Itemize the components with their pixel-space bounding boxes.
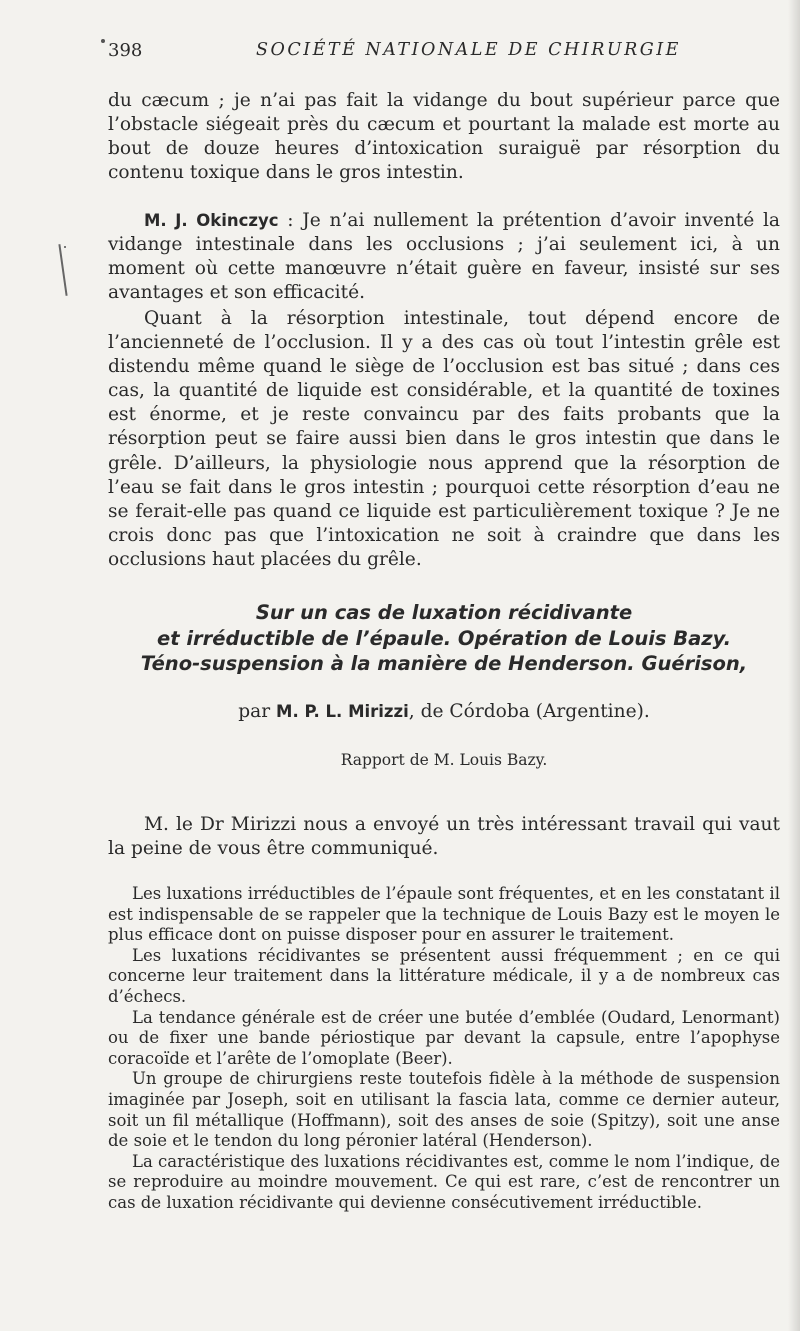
- report-line: Rapport de M. Louis Bazy.: [340, 751, 548, 769]
- paragraph-1: du cæcum ; je n’ai pas fait la vidange du bout supérieur parce que l’obstacle siégeait près du cæcum et pourtant la malade est morte au bout de douze heures d’intoxication suraiguë par résorption du contenu toxique dans le gros intestin.: [108, 90, 780, 184]
- running-head: SOCIÉTÉ NATIONALE DE CHIRURGIE: [256, 40, 681, 60]
- title-line-3: Téno-suspension à la manière de Henderson. Guérison,: [140, 652, 748, 675]
- speaker-name: M. J. Okinczyc: [144, 211, 279, 230]
- title-line-2: et irréductible de l’épaule. Opération de Louis Bazy.: [156, 626, 731, 650]
- paragraph-3: Quant à la résorption intestinale, tout dépend encore de l’ancienneté de l’occlusion. Il y a des cas où tout l’intestin grêle est distendu même quand le siège de l’occlusion est bas situé ; dans ces cas, la quantité de liquide est considérable, et la quantité de toxines est énorme, et je reste convaincu par des faits probants que la résorption peut se faire aussi bien dans le gros intestin que dans le grêle. D’ailleurs, la physiologie nous apprend que la résorption de l’eau se fait dans le gros intestin ; pourquoi cette résorption d’eau ne se ferait-elle pas quand ce liquide est particulièrement toxique ? Je ne crois donc pas que l’intoxication ne soit à craindre que dans les occlusions haut placées du grêle.: [108, 308, 780, 570]
- page-header: [108, 40, 770, 70]
- paragraph-2-text: : Je n’ai nullement la prétention d’avoir inventé la vidange intestinale dans les occlusions ; j’ai seulement ici, à un moment où cette manœuvre n’était guère en faveur, insisté sur ses avantages et son efficacité.: [108, 210, 780, 304]
- report-paragraph-2: Les luxations récidivantes se présentent aussi fréquemment ; en ce qui concerne leur traitement dans la littérature médicale, il y a de nombreux cas d’échecs.: [108, 945, 780, 1006]
- report-paragraph-5: La caractéristique des luxations récidivantes est, comme le nom l’indique, de se reproduire au moindre mouvement. Ce qui est rare, c’est de rencontrer un cas de luxation récidivante qui devienne consécutivement irréductible.: [108, 1151, 780, 1212]
- article-title: [108, 600, 780, 677]
- report-body: [108, 884, 780, 1214]
- author-name: M. P. L. Mirizzi: [276, 702, 409, 721]
- ink-dot: [101, 39, 105, 43]
- report-paragraph-4: Un groupe de chirurgiens reste toutefois fidèle à la méthode de suspension imaginée par Joseph, soit en utilisant la fascia lata, comme ce dernier auteur, soit un fil métallique (Hoffmann), soit des anses de soie (Spitzy), soit une anse de soie et le tendon du long péronier latéral (Henderson).: [108, 1069, 780, 1151]
- margin-pencil-mark: [58, 244, 67, 296]
- page-number: 398: [108, 40, 143, 61]
- title-line-1: Sur un cas de luxation récidivante: [255, 601, 633, 624]
- paragraph-2: [108, 209, 780, 305]
- byline-prefix: par: [238, 701, 277, 722]
- byline-suffix: , de Córdoba (Argentine).: [408, 701, 650, 722]
- report-paragraph-3: La tendance générale est de créer une butée d’emblée (Oudard, Lenormant) ou de fixer une bande périostique par devant la capsule, entre l’apophyse coracoïde et l’arête de l’omoplate (Beer).: [108, 1007, 780, 1068]
- margin-dot: [64, 246, 66, 248]
- intro-paragraph: M. le Dr Mirizzi nous a envoyé un très intéressant travail qui vaut la peine de vous être communiqué.: [108, 814, 780, 860]
- byline: [108, 701, 780, 722]
- page-edge-shadow: [788, 0, 800, 1331]
- report-paragraph-1: Les luxations irréductibles de l’épaule sont fréquentes, et en les constatant il est indispensable de se rappeler que la technique de Louis Bazy est le moyen le plus efficace dont on puisse disposer pour en assurer le traitement.: [108, 884, 780, 945]
